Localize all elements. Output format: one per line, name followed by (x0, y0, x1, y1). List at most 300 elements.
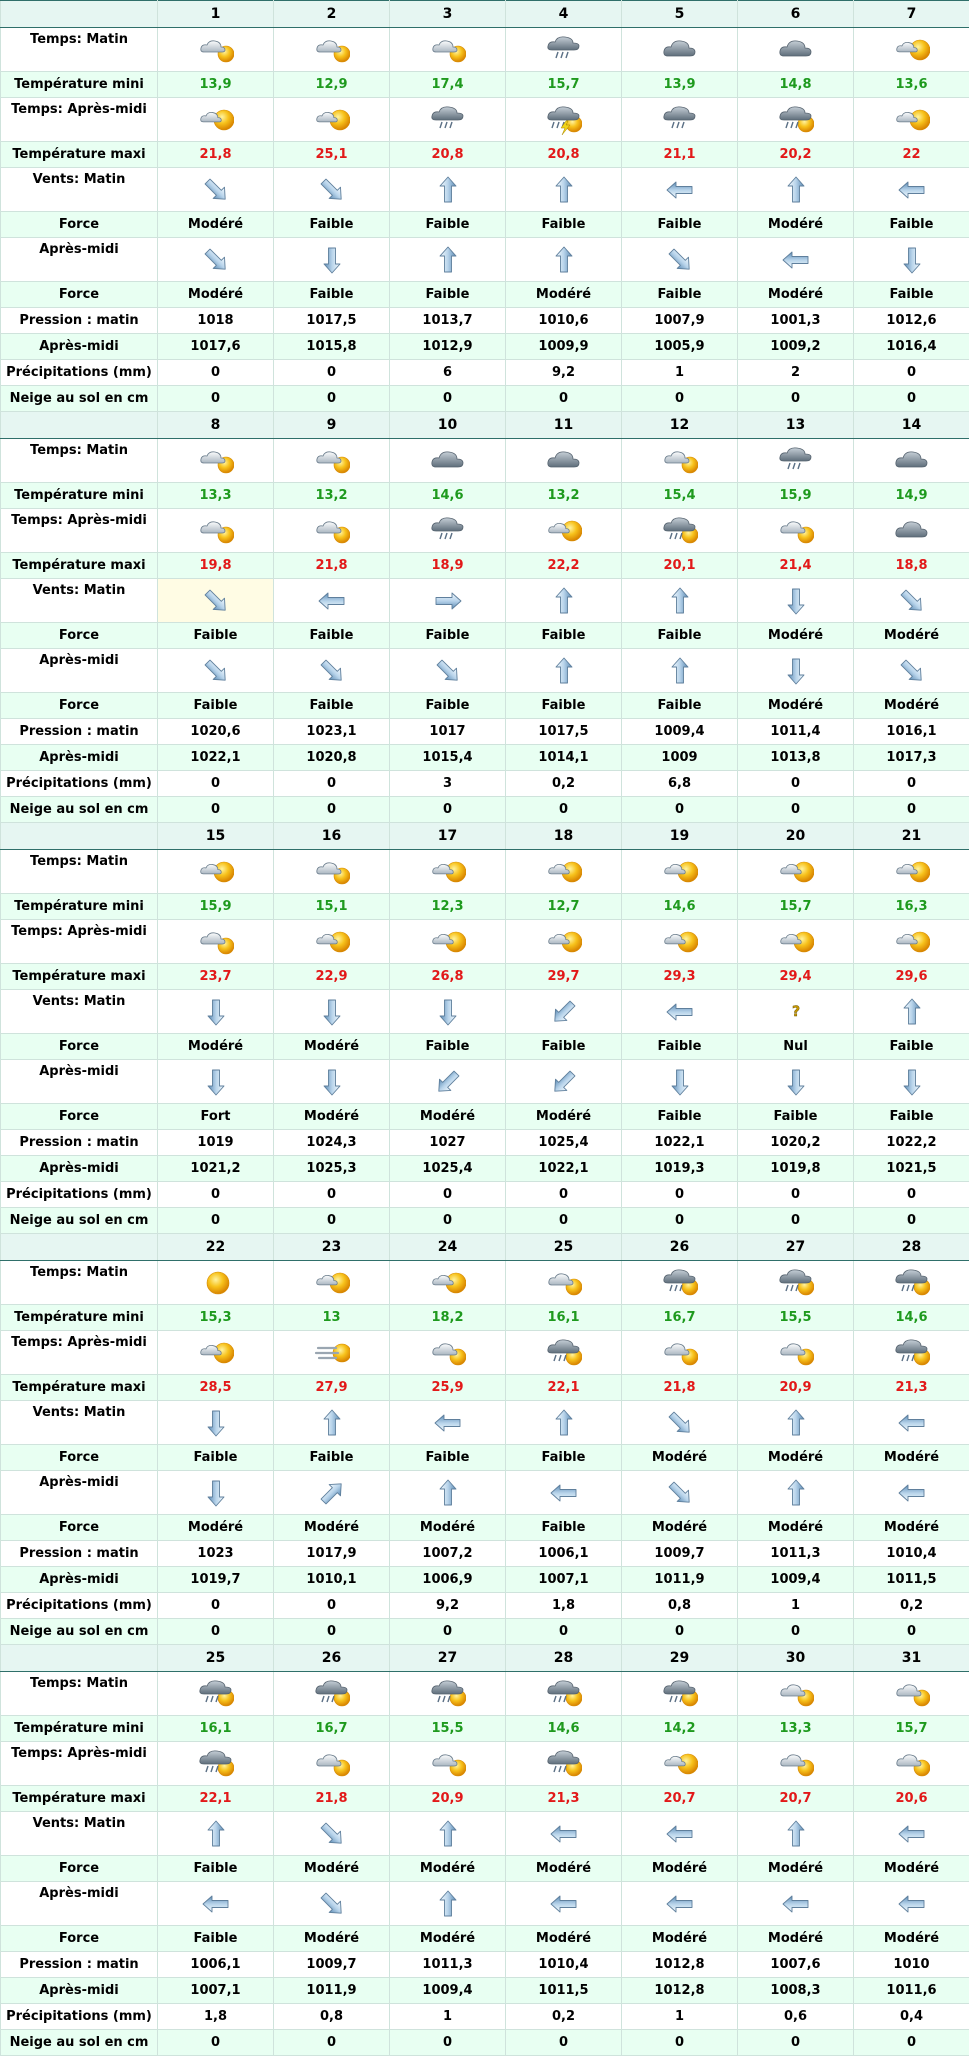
value-cell: 29,7 (506, 964, 622, 990)
value-cell: 0,4 (854, 2004, 969, 2030)
value-cell: 15,7 (506, 72, 622, 98)
row-label: Pression : matin (1, 1541, 158, 1567)
value-cell: 0 (854, 386, 969, 412)
value-cell: Modéré (506, 1856, 622, 1882)
value-cell: 1 (622, 2004, 738, 2030)
value-cell: 1007,1 (158, 1978, 274, 2004)
value-cell: 1006,1 (158, 1952, 274, 1978)
row-label: Temps: Matin (1, 1672, 158, 1716)
wind-arrow-icon (506, 1471, 622, 1515)
value-cell: 0 (854, 771, 969, 797)
wind-arrow-icon (622, 990, 738, 1034)
wind-arrow-icon (506, 990, 622, 1034)
value-cell: Faible (506, 212, 622, 238)
value-cell: Faible (622, 693, 738, 719)
value-cell: 1,8 (506, 1593, 622, 1619)
value-cell: 15,9 (738, 483, 854, 509)
weather-icon (274, 1672, 390, 1716)
value-cell: 6,8 (622, 771, 738, 797)
value-cell: 14,6 (390, 483, 506, 509)
day-number: 13 (738, 412, 854, 439)
value-cell: 0,2 (506, 771, 622, 797)
value-cell: 16,1 (158, 1716, 274, 1742)
value-cell: Modéré (158, 212, 274, 238)
weather-icon (738, 1331, 854, 1375)
value-cell: Faible (274, 1445, 390, 1471)
value-cell: 1016,1 (854, 719, 969, 745)
wind-arrow-icon (854, 649, 969, 693)
wind-arrow-icon (854, 1471, 969, 1515)
value-cell: Modéré (390, 1856, 506, 1882)
value-cell: 0 (274, 1208, 390, 1234)
value-cell: Modéré (854, 1445, 969, 1471)
value-cell: 1020,2 (738, 1130, 854, 1156)
pressure-afternoon-row (1, 334, 969, 360)
row-label: Température maxi (1, 964, 158, 990)
value-cell: 25,9 (390, 1375, 506, 1401)
value-cell: 20,7 (622, 1786, 738, 1812)
value-cell: Modéré (274, 1034, 390, 1060)
value-cell: Modéré (738, 282, 854, 308)
wind-arrow-icon (854, 1882, 969, 1926)
value-cell: 1015,4 (390, 745, 506, 771)
weather-icon (854, 98, 969, 142)
row-label: Temps: Après-midi (1, 98, 158, 142)
weather-icon (506, 98, 622, 142)
wind-arrow-icon (390, 1060, 506, 1104)
weather-afternoon-row (1, 920, 969, 964)
row-label: Vents: Matin (1, 579, 158, 623)
row-label: Température maxi (1, 553, 158, 579)
day-number: 20 (738, 823, 854, 850)
value-cell: 0 (622, 1619, 738, 1645)
value-cell: Faible (506, 1445, 622, 1471)
weather-icon (158, 1331, 274, 1375)
weather-icon (390, 439, 506, 483)
svg-text:?: ? (791, 1004, 799, 1020)
weather-icon (390, 1261, 506, 1305)
day-header-row (1, 1645, 969, 1672)
value-cell: 0 (738, 2030, 854, 2056)
temp-min-row (1, 72, 969, 98)
weather-icon (622, 509, 738, 553)
weather-icon (738, 920, 854, 964)
value-cell: 0 (158, 1208, 274, 1234)
weather-icon (622, 28, 738, 72)
value-cell: 13 (274, 1305, 390, 1331)
wind-arrow-icon (390, 579, 506, 623)
value-cell: 27,9 (274, 1375, 390, 1401)
value-cell: Modéré (622, 1445, 738, 1471)
value-cell: 1027 (390, 1130, 506, 1156)
value-cell: 14,9 (854, 483, 969, 509)
value-cell: Faible (274, 693, 390, 719)
wind-arrow-icon (622, 168, 738, 212)
value-cell: 1007,9 (622, 308, 738, 334)
value-cell: 0 (390, 2030, 506, 2056)
wind-arrow-icon (158, 649, 274, 693)
value-cell: Faible (274, 212, 390, 238)
day-number: 26 (622, 1234, 738, 1261)
temp-max-row (1, 1375, 969, 1401)
value-cell: 12,9 (274, 72, 390, 98)
value-cell: 20,7 (738, 1786, 854, 1812)
value-cell: 1009 (622, 745, 738, 771)
value-cell: Modéré (158, 1034, 274, 1060)
row-label: Temps: Matin (1, 1261, 158, 1305)
weather-icon (854, 1742, 969, 1786)
wind-force-morning-row (1, 1034, 969, 1060)
value-cell: 20,6 (854, 1786, 969, 1812)
weather-icon (274, 1261, 390, 1305)
value-cell: 0 (622, 1182, 738, 1208)
value-cell: 0 (158, 2030, 274, 2056)
pressure-afternoon-row (1, 1567, 969, 1593)
day-header-row (1, 1, 969, 28)
header-corner (1, 1645, 158, 1672)
pressure-afternoon-row (1, 1156, 969, 1182)
value-cell: 0 (506, 386, 622, 412)
value-cell: 1013,8 (738, 745, 854, 771)
wind-arrow-icon (390, 1471, 506, 1515)
value-cell: 1017,6 (158, 334, 274, 360)
value-cell: 0 (622, 1208, 738, 1234)
value-cell: Modéré (506, 1926, 622, 1952)
day-number: 3 (390, 1, 506, 28)
value-cell: 1 (390, 2004, 506, 2030)
value-cell: 1009,7 (622, 1541, 738, 1567)
weather-icon (738, 509, 854, 553)
weather-icon (738, 28, 854, 72)
precipitation-row (1, 771, 969, 797)
weather-morning-row (1, 850, 969, 894)
weather-icon (274, 1742, 390, 1786)
weather-icon (158, 439, 274, 483)
day-number: 11 (506, 412, 622, 439)
value-cell: 9,2 (506, 360, 622, 386)
value-cell: Faible (390, 693, 506, 719)
value-cell: 17,4 (390, 72, 506, 98)
wind-arrow-icon (158, 990, 274, 1034)
wind-arrow-icon (738, 1882, 854, 1926)
day-number: 25 (158, 1645, 274, 1672)
wind-force-afternoon-row (1, 693, 969, 719)
snow-row (1, 1208, 969, 1234)
value-cell: 0 (854, 1208, 969, 1234)
value-cell: 1009,7 (274, 1952, 390, 1978)
value-cell: 1006,9 (390, 1567, 506, 1593)
row-label: Température maxi (1, 1786, 158, 1812)
value-cell: 1007,1 (506, 1567, 622, 1593)
weather-icon (854, 439, 969, 483)
row-label: Température maxi (1, 1375, 158, 1401)
wind-arrow-icon (622, 649, 738, 693)
wind-arrow-icon (854, 990, 969, 1034)
temp-max-row (1, 964, 969, 990)
value-cell: 9,2 (390, 1593, 506, 1619)
value-cell: 15,5 (390, 1716, 506, 1742)
value-cell: 1022,2 (854, 1130, 969, 1156)
temp-max-row (1, 142, 969, 168)
value-cell: 1011,6 (854, 1978, 969, 2004)
value-cell: 6 (390, 360, 506, 386)
day-number: 1 (158, 1, 274, 28)
value-cell: 1018 (158, 308, 274, 334)
day-header-row (1, 1234, 969, 1261)
value-cell: 21,3 (854, 1375, 969, 1401)
value-cell: 0 (274, 1182, 390, 1208)
wind-arrow-icon (738, 1471, 854, 1515)
wind-arrow-icon (390, 649, 506, 693)
value-cell: Modéré (738, 693, 854, 719)
row-label: Force (1, 282, 158, 308)
value-cell: 21,8 (158, 142, 274, 168)
value-cell: 13,3 (158, 483, 274, 509)
value-cell: Faible (854, 212, 969, 238)
wind-afternoon-row (1, 1060, 969, 1104)
value-cell: 20,8 (506, 142, 622, 168)
weather-afternoon-row (1, 98, 969, 142)
value-cell: Faible (738, 1104, 854, 1130)
wind-arrow-icon (390, 168, 506, 212)
value-cell: 1011,4 (738, 719, 854, 745)
value-cell: 1010,4 (506, 1952, 622, 1978)
value-cell: 21,1 (622, 142, 738, 168)
value-cell: 1007,6 (738, 1952, 854, 1978)
weather-icon (738, 1672, 854, 1716)
value-cell: 20,9 (390, 1786, 506, 1812)
value-cell: Modéré (390, 1926, 506, 1952)
wind-arrow-icon (622, 1812, 738, 1856)
wind-arrow-icon (158, 1882, 274, 1926)
value-cell: 0 (506, 1182, 622, 1208)
value-cell: Modéré (738, 623, 854, 649)
value-cell: 1011,9 (622, 1567, 738, 1593)
row-label: Pression : matin (1, 1130, 158, 1156)
weather-icon (506, 509, 622, 553)
wind-arrow-icon (622, 1882, 738, 1926)
row-label: Force (1, 1104, 158, 1130)
weather-afternoon-row (1, 1331, 969, 1375)
row-label: Temps: Matin (1, 850, 158, 894)
day-number: 22 (158, 1234, 274, 1261)
wind-arrow-icon (274, 579, 390, 623)
value-cell: 0 (622, 797, 738, 823)
header-corner (1, 1234, 158, 1261)
value-cell: 1011,5 (854, 1567, 969, 1593)
weather-icon (158, 28, 274, 72)
weather-icon (274, 439, 390, 483)
value-cell: 15,4 (622, 483, 738, 509)
day-number: 19 (622, 823, 738, 850)
row-label: Neige au sol en cm (1, 2030, 158, 2056)
value-cell: 1019,7 (158, 1567, 274, 1593)
value-cell: 1010 (854, 1952, 969, 1978)
value-cell: Faible (158, 693, 274, 719)
value-cell: 0 (738, 1619, 854, 1645)
value-cell: 13,2 (506, 483, 622, 509)
value-cell: Modéré (738, 212, 854, 238)
weather-icon (390, 1742, 506, 1786)
weather-icon (390, 509, 506, 553)
value-cell: 13,9 (622, 72, 738, 98)
row-label: Après-midi (1, 334, 158, 360)
wind-arrow-icon (390, 1812, 506, 1856)
row-label: Force (1, 1445, 158, 1471)
day-number: 24 (390, 1234, 506, 1261)
value-cell: 0 (738, 771, 854, 797)
weather-icon (390, 1331, 506, 1375)
weather-icon (738, 98, 854, 142)
weather-icon (506, 1331, 622, 1375)
value-cell: Faible (622, 212, 738, 238)
value-cell: 0 (506, 1208, 622, 1234)
value-cell: 2 (738, 360, 854, 386)
value-cell: 1021,5 (854, 1156, 969, 1182)
weather-icon (274, 850, 390, 894)
day-number: 31 (854, 1645, 969, 1672)
value-cell: 0 (158, 1619, 274, 1645)
wind-force-morning-row (1, 1856, 969, 1882)
value-cell: 3 (390, 771, 506, 797)
day-number: 16 (274, 823, 390, 850)
day-number: 17 (390, 823, 506, 850)
value-cell: 20,9 (738, 1375, 854, 1401)
row-label: Neige au sol en cm (1, 797, 158, 823)
value-cell: 13,6 (854, 72, 969, 98)
value-cell: 20,1 (622, 553, 738, 579)
wind-force-morning-row (1, 623, 969, 649)
value-cell: Modéré (158, 1515, 274, 1541)
value-cell: Modéré (622, 1515, 738, 1541)
wind-arrow-icon (506, 1060, 622, 1104)
weather-morning-row (1, 28, 969, 72)
wind-arrow-icon (506, 1401, 622, 1445)
pressure-afternoon-row (1, 1978, 969, 2004)
value-cell: 0 (738, 1208, 854, 1234)
weather-icon (854, 1261, 969, 1305)
value-cell: 16,7 (274, 1716, 390, 1742)
value-cell: 0 (738, 797, 854, 823)
value-cell: 0 (738, 386, 854, 412)
wind-arrow-icon (622, 238, 738, 282)
value-cell: 1013,7 (390, 308, 506, 334)
day-number: 4 (506, 1, 622, 28)
value-cell: 1022,1 (158, 745, 274, 771)
value-cell: Modéré (622, 1926, 738, 1952)
row-label: Température mini (1, 1716, 158, 1742)
value-cell: 0 (854, 2030, 969, 2056)
row-label: Après-midi (1, 1060, 158, 1104)
header-corner (1, 1, 158, 28)
row-label: Après-midi (1, 1882, 158, 1926)
wind-arrow-icon (854, 1812, 969, 1856)
value-cell: 1022,1 (506, 1156, 622, 1182)
value-cell: 19,8 (158, 553, 274, 579)
row-label: Vents: Matin (1, 168, 158, 212)
wind-arrow-icon (158, 1471, 274, 1515)
value-cell: Modéré (506, 282, 622, 308)
value-cell: Modéré (274, 1856, 390, 1882)
value-cell: Modéré (854, 1856, 969, 1882)
wind-arrow-icon (506, 238, 622, 282)
row-label: Force (1, 1926, 158, 1952)
wind-arrow-icon (506, 168, 622, 212)
value-cell: 0 (506, 1619, 622, 1645)
weather-icon (158, 98, 274, 142)
value-cell: Nul (738, 1034, 854, 1060)
row-label: Vents: Matin (1, 1812, 158, 1856)
row-label: Temps: Après-midi (1, 1331, 158, 1375)
weather-icon (854, 850, 969, 894)
row-label: Après-midi (1, 745, 158, 771)
row-label: Force (1, 212, 158, 238)
value-cell: 0,6 (738, 2004, 854, 2030)
row-label: Précipitations (mm) (1, 1593, 158, 1619)
value-cell: Modéré (158, 282, 274, 308)
wind-arrow-icon (506, 1812, 622, 1856)
wind-arrow-icon (274, 1471, 390, 1515)
wind-arrow-icon (390, 1882, 506, 1926)
value-cell: 0 (622, 2030, 738, 2056)
value-cell: 26,8 (390, 964, 506, 990)
value-cell: 0 (274, 771, 390, 797)
header-corner (1, 823, 158, 850)
day-number: 15 (158, 823, 274, 850)
day-number: 21 (854, 823, 969, 850)
weather-icon (158, 920, 274, 964)
value-cell: Faible (506, 1515, 622, 1541)
row-label: Après-midi (1, 649, 158, 693)
value-cell: 1022,1 (622, 1130, 738, 1156)
value-cell: Modéré (506, 1104, 622, 1130)
value-cell: 25,1 (274, 142, 390, 168)
value-cell: 0 (506, 2030, 622, 2056)
value-cell: Modéré (854, 623, 969, 649)
wind-arrow-icon (506, 649, 622, 693)
wind-arrow-icon (854, 1401, 969, 1445)
value-cell: 12,3 (390, 894, 506, 920)
value-cell: 23,7 (158, 964, 274, 990)
row-label: Pression : matin (1, 308, 158, 334)
value-cell: 0,2 (506, 2004, 622, 2030)
weather-icon (854, 1331, 969, 1375)
value-cell: 0 (622, 386, 738, 412)
value-cell: 1009,4 (390, 1978, 506, 2004)
wind-arrow-icon (274, 649, 390, 693)
wind-arrow-icon (158, 1060, 274, 1104)
row-label: Température mini (1, 1305, 158, 1331)
wind-arrow-icon (854, 579, 969, 623)
weather-icon (274, 1331, 390, 1375)
value-cell: 1,8 (158, 2004, 274, 2030)
value-cell: Faible (506, 1034, 622, 1060)
wind-arrow-icon (854, 238, 969, 282)
value-cell: Modéré (390, 1104, 506, 1130)
value-cell: 0 (390, 386, 506, 412)
wind-arrow-icon (854, 168, 969, 212)
value-cell: 1025,4 (506, 1130, 622, 1156)
unknown-direction-icon (738, 990, 854, 1034)
wind-arrow-icon (274, 168, 390, 212)
value-cell: 1017 (390, 719, 506, 745)
weather-icon (622, 920, 738, 964)
value-cell: Modéré (854, 1515, 969, 1541)
value-cell: 14,6 (506, 1716, 622, 1742)
wind-arrow-icon (738, 168, 854, 212)
temp-min-row (1, 1716, 969, 1742)
wind-arrow-icon (622, 1401, 738, 1445)
